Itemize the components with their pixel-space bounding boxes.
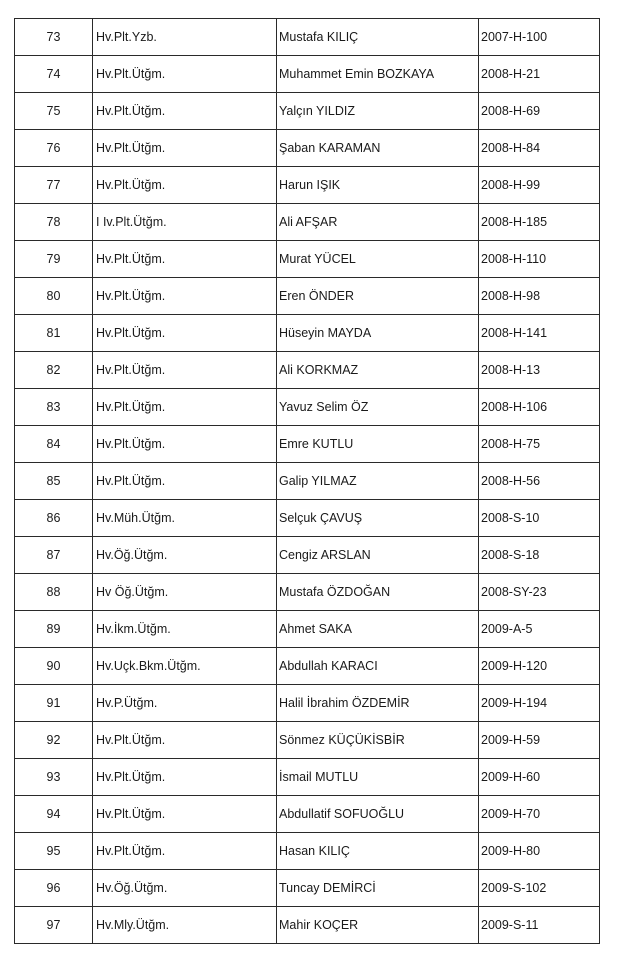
table-row bbox=[15, 278, 600, 315]
name-cell: Mustafa KILIÇ bbox=[277, 19, 479, 56]
name-cell: Şaban KARAMAN bbox=[277, 130, 479, 167]
table-row bbox=[15, 796, 600, 833]
table-row bbox=[15, 648, 600, 685]
table-row bbox=[15, 426, 600, 463]
name-cell: Hasan KILIÇ bbox=[277, 833, 479, 870]
registry-code-cell: 2008-H-21 bbox=[479, 56, 600, 93]
registry-code-cell: 2008-H-98 bbox=[479, 278, 600, 315]
table-row bbox=[15, 389, 600, 426]
row-number-cell: 77 bbox=[15, 167, 93, 204]
registry-code-cell: 2008-H-13 bbox=[479, 352, 600, 389]
row-number-cell: 78 bbox=[15, 204, 93, 241]
table-row bbox=[15, 500, 600, 537]
rank-cell: Hv.Öğ.Ütğm. bbox=[93, 870, 277, 907]
registry-code-cell: 2008-SY-23 bbox=[479, 574, 600, 611]
table-row bbox=[15, 611, 600, 648]
table-row bbox=[15, 537, 600, 574]
table-body bbox=[15, 19, 600, 944]
name-cell: Selçuk ÇAVUŞ bbox=[277, 500, 479, 537]
row-number-cell: 96 bbox=[15, 870, 93, 907]
registry-code-cell: 2009-A-5 bbox=[479, 611, 600, 648]
row-number-cell: 86 bbox=[15, 500, 93, 537]
table-row bbox=[15, 93, 600, 130]
row-number-cell: 87 bbox=[15, 537, 93, 574]
name-cell: Tuncay DEMİRCİ bbox=[277, 870, 479, 907]
registry-code-cell: 2008-H-106 bbox=[479, 389, 600, 426]
name-cell: Muhammet Emin BOZKAYA bbox=[277, 56, 479, 93]
name-cell: Harun IŞIK bbox=[277, 167, 479, 204]
name-cell: Halil İbrahim ÖZDEMİR bbox=[277, 685, 479, 722]
rank-cell: Hv.Plt.Ütğm. bbox=[93, 315, 277, 352]
rank-cell: Hv.Plt.Ütğm. bbox=[93, 796, 277, 833]
registry-code-cell: 2009-H-194 bbox=[479, 685, 600, 722]
registry-code-cell: 2008-H-84 bbox=[479, 130, 600, 167]
rank-cell: Hv.İkm.Ütğm. bbox=[93, 611, 277, 648]
rank-cell: Hv.Plt.Ütğm. bbox=[93, 278, 277, 315]
registry-code-cell: 2009-H-70 bbox=[479, 796, 600, 833]
registry-code-cell: 2009-S-11 bbox=[479, 907, 600, 944]
name-cell: Ali AFŞAR bbox=[277, 204, 479, 241]
row-number-cell: 81 bbox=[15, 315, 93, 352]
row-number-cell: 89 bbox=[15, 611, 93, 648]
table-row bbox=[15, 352, 600, 389]
name-cell: Yalçın YILDIZ bbox=[277, 93, 479, 130]
rank-cell: Hv.Plt.Yzb. bbox=[93, 19, 277, 56]
row-number-cell: 91 bbox=[15, 685, 93, 722]
rank-cell: Hv.Plt.Ütğm. bbox=[93, 130, 277, 167]
rank-cell: Hv.Plt.Ütğm. bbox=[93, 167, 277, 204]
rank-cell: Hv.Plt.Ütğm. bbox=[93, 722, 277, 759]
table-row bbox=[15, 204, 600, 241]
row-number-cell: 94 bbox=[15, 796, 93, 833]
row-number-cell: 85 bbox=[15, 463, 93, 500]
registry-code-cell: 2008-S-10 bbox=[479, 500, 600, 537]
row-number-cell: 82 bbox=[15, 352, 93, 389]
name-cell: Mahir KOÇER bbox=[277, 907, 479, 944]
row-number-cell: 73 bbox=[15, 19, 93, 56]
registry-code-cell: 2008-H-141 bbox=[479, 315, 600, 352]
rank-cell: Hv.Plt.Ütğm. bbox=[93, 759, 277, 796]
registry-code-cell: 2007-H-100 bbox=[479, 19, 600, 56]
table-row bbox=[15, 56, 600, 93]
row-number-cell: 79 bbox=[15, 241, 93, 278]
name-cell: Ali KORKMAZ bbox=[277, 352, 479, 389]
row-number-cell: 97 bbox=[15, 907, 93, 944]
name-cell: İsmail MUTLU bbox=[277, 759, 479, 796]
rank-cell: Hv.Plt.Ütğm. bbox=[93, 93, 277, 130]
registry-code-cell: 2009-H-60 bbox=[479, 759, 600, 796]
row-number-cell: 90 bbox=[15, 648, 93, 685]
name-cell: Eren ÖNDER bbox=[277, 278, 479, 315]
registry-code-cell: 2009-H-80 bbox=[479, 833, 600, 870]
registry-code-cell: 2008-S-18 bbox=[479, 537, 600, 574]
registry-code-cell: 2008-H-185 bbox=[479, 204, 600, 241]
row-number-cell: 88 bbox=[15, 574, 93, 611]
table-row bbox=[15, 907, 600, 944]
table-row bbox=[15, 315, 600, 352]
table-row bbox=[15, 463, 600, 500]
registry-code-cell: 2008-H-75 bbox=[479, 426, 600, 463]
table-row bbox=[15, 574, 600, 611]
registry-code-cell: 2009-S-102 bbox=[479, 870, 600, 907]
name-cell: Murat YÜCEL bbox=[277, 241, 479, 278]
row-number-cell: 76 bbox=[15, 130, 93, 167]
table-row bbox=[15, 870, 600, 907]
rank-cell: Hv.Plt.Ütğm. bbox=[93, 56, 277, 93]
table-row bbox=[15, 833, 600, 870]
rank-cell: Hv.Plt.Ütğm. bbox=[93, 833, 277, 870]
rank-cell: Hv Öğ.Ütğm. bbox=[93, 574, 277, 611]
name-cell: Galip YILMAZ bbox=[277, 463, 479, 500]
row-number-cell: 93 bbox=[15, 759, 93, 796]
rank-cell: Hv.Plt.Ütğm. bbox=[93, 389, 277, 426]
registry-code-cell: 2008-H-69 bbox=[479, 93, 600, 130]
registry-code-cell: 2009-H-120 bbox=[479, 648, 600, 685]
row-number-cell: 80 bbox=[15, 278, 93, 315]
name-cell: Abdullah KARACI bbox=[277, 648, 479, 685]
rank-cell: Hv.Plt.Ütğm. bbox=[93, 352, 277, 389]
name-cell: Sönmez KÜÇÜKİSBİR bbox=[277, 722, 479, 759]
name-cell: Emre KUTLU bbox=[277, 426, 479, 463]
registry-code-cell: 2009-H-59 bbox=[479, 722, 600, 759]
rank-cell: Hv.Öğ.Ütğm. bbox=[93, 537, 277, 574]
name-cell: Hüseyin MAYDA bbox=[277, 315, 479, 352]
rank-cell: Hv.P.Ütğm. bbox=[93, 685, 277, 722]
personnel-table bbox=[14, 18, 600, 944]
name-cell: Ahmet SAKA bbox=[277, 611, 479, 648]
rank-cell: Hv.Plt.Ütğm. bbox=[93, 426, 277, 463]
row-number-cell: 84 bbox=[15, 426, 93, 463]
name-cell: Yavuz Selim ÖZ bbox=[277, 389, 479, 426]
row-number-cell: 83 bbox=[15, 389, 93, 426]
name-cell: Cengiz ARSLAN bbox=[277, 537, 479, 574]
row-number-cell: 74 bbox=[15, 56, 93, 93]
row-number-cell: 92 bbox=[15, 722, 93, 759]
registry-code-cell: 2008-H-99 bbox=[479, 167, 600, 204]
rank-cell: Hv.Müh.Ütğm. bbox=[93, 500, 277, 537]
table-row bbox=[15, 19, 600, 56]
rank-cell: Hv.Uçk.Bkm.Ütğm. bbox=[93, 648, 277, 685]
rank-cell: Hv.Plt.Ütğm. bbox=[93, 241, 277, 278]
rank-cell: Hv.Plt.Ütğm. bbox=[93, 463, 277, 500]
registry-code-cell: 2008-H-110 bbox=[479, 241, 600, 278]
table-row bbox=[15, 241, 600, 278]
table-row bbox=[15, 685, 600, 722]
name-cell: Abdullatif SOFUOĞLU bbox=[277, 796, 479, 833]
registry-code-cell: 2008-H-56 bbox=[479, 463, 600, 500]
row-number-cell: 75 bbox=[15, 93, 93, 130]
table-row bbox=[15, 167, 600, 204]
table-row bbox=[15, 759, 600, 796]
table-row bbox=[15, 722, 600, 759]
name-cell: Mustafa ÖZDOĞAN bbox=[277, 574, 479, 611]
table-row bbox=[15, 130, 600, 167]
rank-cell: Hv.Mly.Ütğm. bbox=[93, 907, 277, 944]
rank-cell: I Iv.Plt.Ütğm. bbox=[93, 204, 277, 241]
row-number-cell: 95 bbox=[15, 833, 93, 870]
